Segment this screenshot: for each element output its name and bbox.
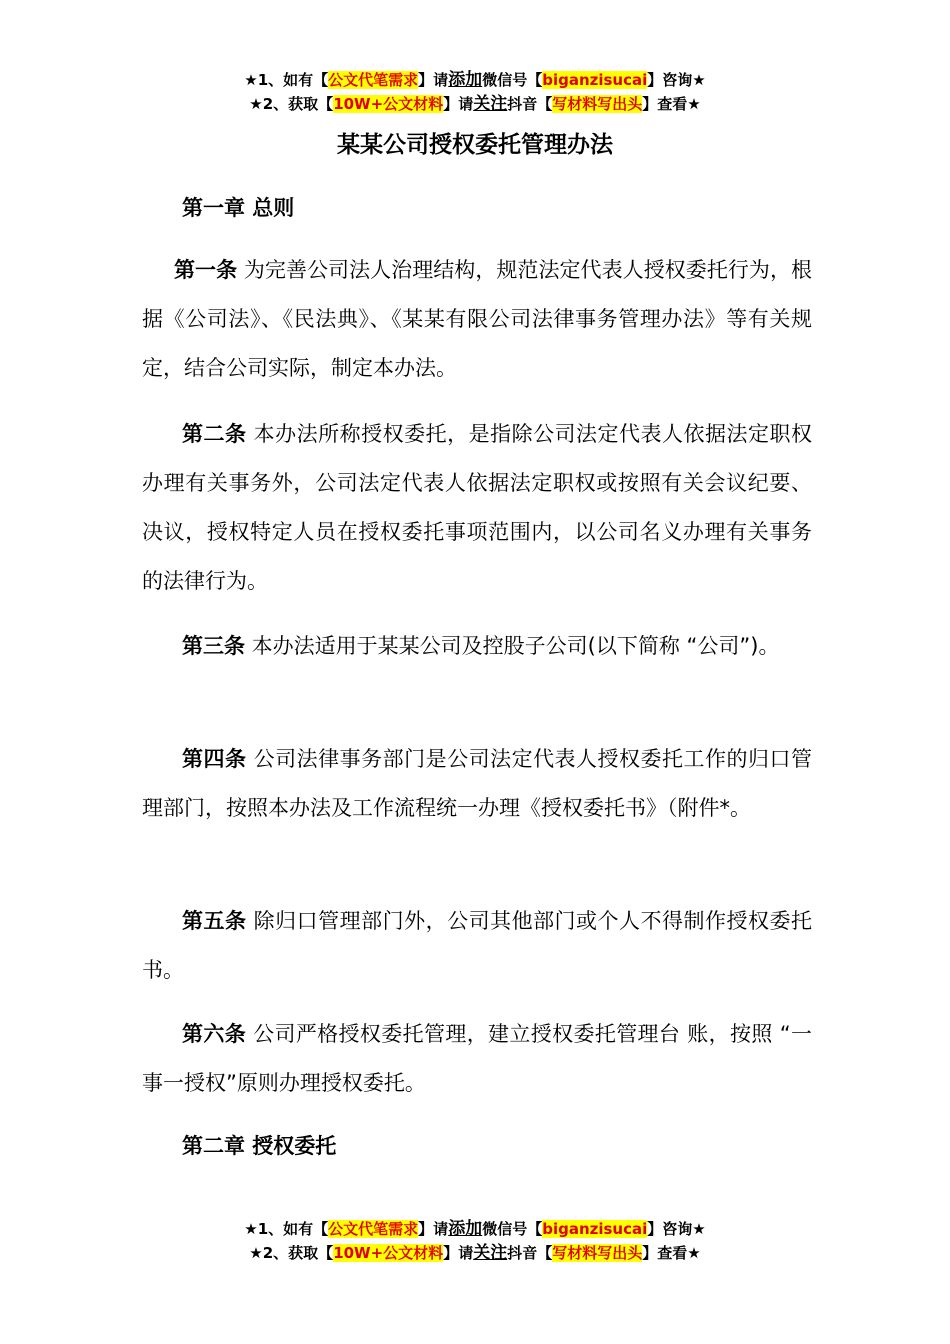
banner-underline: 关注 [473,94,508,114]
banner-wechat-id: biganzisucai [542,71,648,89]
article-6 [142,1010,812,1108]
article-text: 公司严格授权委托管理，建立授权委托管理台 账，按照 “一事一授权”原则办理授权委托。 [142,1022,813,1095]
banner-text: 】请 [418,71,449,89]
banner-text: 】咨询★ [647,71,706,89]
banner-highlight: 公文代笔需求 [328,71,419,89]
banner-wechat-id: biganzisucai [542,1220,648,1238]
banner-text: 微信号【 [482,1220,543,1238]
chapter-heading: 第二章 授权委托 [182,1134,337,1158]
article-label: 第二条 [182,422,247,446]
banner-line-1 [0,68,950,92]
article-text: 本办法适用于某某公司及控股子公司(以下简称 “公司”)。 [245,634,780,658]
banner-highlight: 10W+公文材料 [333,95,444,113]
article-2 [142,410,812,606]
banner-underline: 添加 [448,70,483,90]
banner-text: ★2、获取【 [249,1244,334,1262]
article-5 [142,897,812,995]
banner-text: 】咨询★ [647,1220,706,1238]
article-4 [142,735,812,833]
banner-highlight: 10W+公文材料 [333,1244,444,1262]
article-text: 除归口管理部门外，公司其他部门或个人不得制作授权委托书。 [142,909,812,982]
article-label: 第六条 [182,1022,247,1046]
banner-line-1 [0,1217,950,1241]
article-3 [142,622,812,671]
banner-text: 抖音【 [507,95,553,113]
banner-text: 】请 [443,95,474,113]
article-1 [142,246,812,393]
banner-text: 】查看★ [642,1244,701,1262]
article-label: 第四条 [182,747,247,771]
banner-text: 抖音【 [507,1244,553,1262]
banner-text: 】查看★ [642,95,701,113]
banner-underline: 添加 [448,1219,483,1239]
footer-banner [0,1217,950,1265]
banner-text: 微信号【 [482,71,543,89]
article-text: 公司法律事务部门是公司法定代表人授权委托工作的归口管理部门，按照本办法及工作流程统一办理《授权委托书》（附件*。 [142,747,812,820]
article-text: 本办法所称授权委托，是指除公司法定代表人依据法定职权办理有关事务外，公司法定代表人依据法定职权或按照有关会议纪要、决议，授权特定人员在授权委托事项范围内，以公司名义办理有关事务的法律行为。 [142,422,812,593]
banner-text: ★1、如有【 [244,71,329,89]
chapter-heading: 第一章 总则 [182,196,295,220]
banner-douyin-id: 写材料写出头 [552,1244,643,1262]
banner-line-2 [0,92,950,116]
banner-line-2 [0,1241,950,1265]
header-banner [0,68,950,116]
banner-douyin-id: 写材料写出头 [552,95,643,113]
banner-underline: 关注 [473,1243,508,1263]
article-label: 第五条 [182,909,247,933]
banner-text: ★1、如有【 [244,1220,329,1238]
banner-text: 】请 [443,1244,474,1262]
article-label: 第一条 [174,258,238,282]
banner-text: 】请 [418,1220,449,1238]
article-text: 为完善公司法人治理结构，规范法定代表人授权委托行为，根据《公司法》、《民法典》、《某某有限公司法律事务管理办法》等有关规定，结合公司实际，制定本办法。 [142,258,812,380]
article-label: 第三条 [182,634,245,658]
banner-highlight: 公文代笔需求 [328,1220,419,1238]
banner-text: ★2、获取【 [249,95,334,113]
document-title: 某某公司授权委托管理办法 [337,132,613,158]
